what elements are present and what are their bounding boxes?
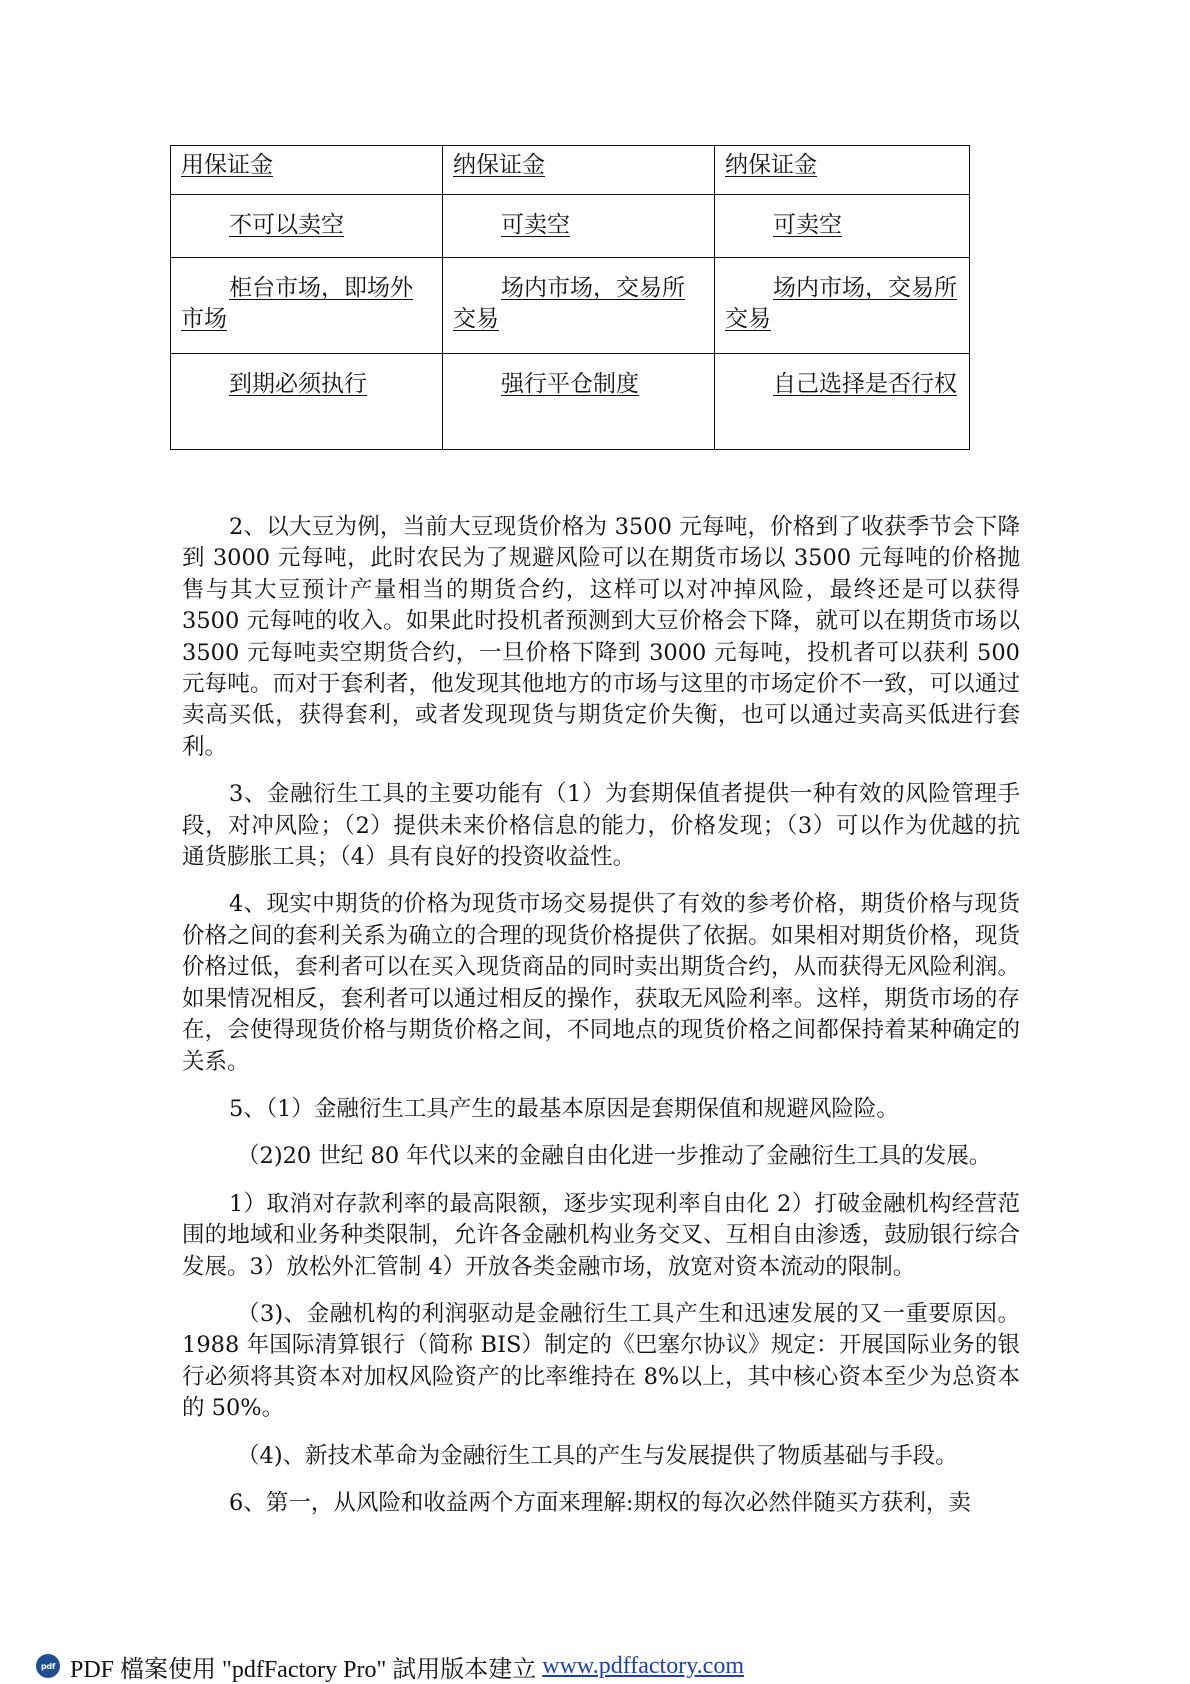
table-cell: [443, 354, 715, 450]
pdffactory-logo-icon: pdf: [36, 1654, 60, 1678]
cell-text: 纳保证金: [725, 152, 817, 178]
cell-text: 可卖空: [773, 212, 842, 238]
paragraph-6: 6、第一，从风险和收益两个方面来理解:期权的每次必然伴随买方获利，卖: [229, 1489, 971, 1516]
cell-text: 纳保证金: [453, 152, 545, 178]
body-text: [182, 512, 1020, 1535]
paragraph-5-2: （2)20 世纪 80 年代以来的金融自由化进一步推动了金融衍生工具的发展。: [237, 1143, 992, 1170]
cell-text: 到期必须执行: [229, 371, 367, 397]
cell-text: 自己选择是否行权: [773, 371, 957, 397]
table-cell: [443, 195, 715, 258]
table-cell: [171, 146, 443, 195]
table-row: [171, 354, 970, 450]
paragraph-5-3: （3)、金融机构的利润驱动是金融衍生工具产生和迅速发展的又一重要原因。1988 年国际清算银行（简称 BIS）制定的《巴塞尔协议》规定：开展国际业务的银行必须将其资本对加权风险资产的比率维持在 8%以上，其中核心资本至少为总资本的 50%。: [182, 1300, 1020, 1422]
cell-text: 可卖空: [501, 212, 570, 238]
cell-text: 不可以卖空: [229, 212, 344, 238]
footer-text: PDF 檔案使用 "pdfFactory Pro" 試用版本建立: [70, 1656, 537, 1683]
paragraph-4: 4、现实中期货的价格为现货市场交易提供了有效的参考价格，期货价格与现货价格之间的套利关系为确立的合理的现货价格提供了依据。如果相对期货价格，现货价格过低，套利者可以在买入现货商品的同时卖出期货合约，从而获得无风险利润。如果情况相反，套利者可以通过相反的操作，获取无风险利率。这样，期货市场的存在，会使得现货价格与期货价格之间，不同地点的现货价格之间都保持着某种确定的关系。: [182, 891, 1020, 1075]
paragraph-5-2-list: 1）取消对存款利率的最高限额，逐步实现利率自由化 2）打破金融机构经营范围的地域和业务种类限制，允许各金融机构业务交叉、互相自由渗透，鼓励银行综合发展。3）放松外汇管制 4）开放各类金融市场，放宽对资本流动的限制。: [182, 1190, 1020, 1280]
table-cell: [171, 258, 443, 354]
table-row: [171, 258, 970, 354]
table-cell: [171, 195, 443, 258]
table-cell: [715, 354, 970, 450]
paragraph-3: 3、金融衍生工具的主要功能有（1）为套期保值者提供一种有效的风险管理手段，对冲风险；（2）提供未来价格信息的能力，价格发现；（3）可以作为优越的抗通货膨胀工具；（4）具有良好的投资收益性。: [182, 781, 1020, 871]
table-cell: [443, 258, 715, 354]
paragraph-5-1: 5、（1）金融衍生工具产生的最基本原因是套期保值和规避风险险。: [229, 1095, 899, 1122]
table-cell: [715, 258, 970, 354]
pdf-footer: [36, 1649, 744, 1683]
table-cell: [715, 146, 970, 195]
cell-text: 用保证金: [181, 152, 273, 178]
paragraph-5-4: （4)、新技术革命为金融衍生工具的产生与发展提供了物质基础与手段。: [237, 1442, 958, 1469]
cell-text: 柜台市场，即场外市场: [181, 275, 413, 332]
cell-text: 场内市场，交易所交易: [725, 275, 957, 332]
cell-text: 强行平仓制度: [501, 371, 639, 397]
pdffactory-link[interactable]: www.pdffactory.com: [542, 1652, 744, 1679]
table-cell: [443, 146, 715, 195]
table-row: [171, 146, 970, 195]
table-cell: [715, 195, 970, 258]
table-row: [171, 195, 970, 258]
paragraph-2: 2、以大豆为例，当前大豆现货价格为 3500 元每吨，价格到了收获季节会下降到 3000 元每吨，此时农民为了规避风险可以在期货市场以 3500 元每吨的价格抛售与其大豆预计产量相当的期货合约，这样可以对冲掉风险，最终还是可以获得 3500 元每吨的收入。如果此时投机者预测到大豆价格会下降，就可以在期货市场以 3500 元每吨卖空期货合约，一旦价格下降到 3000 元每吨，投机者可以获利 500 元每吨。而对于套利者，他发现其他地方的市场与这里的市场定价不一致，可以通过卖高买低，获得套利，或者发现现货与期货定价失衡，也可以通过卖高买低进行套利。: [182, 514, 1020, 760]
comparison-table: [170, 145, 970, 450]
cell-text: 场内市场，交易所交易: [453, 275, 685, 332]
table-cell: [171, 354, 443, 450]
